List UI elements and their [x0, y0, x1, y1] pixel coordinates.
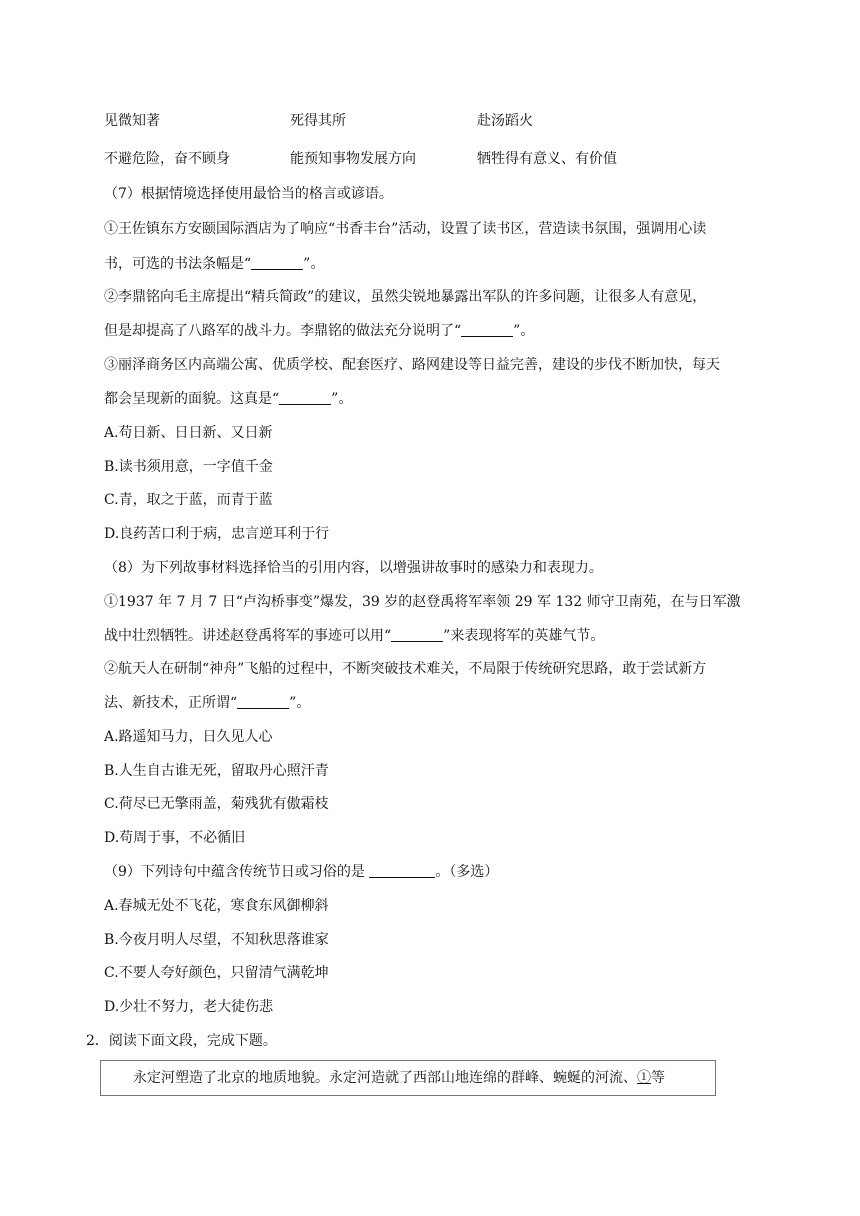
q9-prompt-text: （9）下列诗句中蕴含传统节日或习俗的是	[104, 864, 370, 880]
meaning-2: 能预知事物发展方向	[290, 151, 416, 167]
passage-text-start: 永定河塑造了北京的地质地貌。永定河造就了西部山地连绵的群峰、蜿蜒的河流、	[133, 1070, 637, 1086]
q8-item1-blank[interactable]	[391, 627, 443, 642]
q9-prompt	[104, 862, 498, 882]
q7-item3-blank[interactable]	[279, 390, 331, 405]
passage-box	[100, 1060, 716, 1096]
q7-item2-text: 但是却提高了八路军的战斗力。李鼎铭的做法充分说明了“	[104, 323, 462, 339]
q9-option-d: D.少壮不努力，老大徒伤悲	[104, 999, 274, 1015]
q7-item2-end: ”。	[513, 323, 535, 339]
q8-item2-blank[interactable]	[237, 694, 289, 709]
q8-item2-line1: ②航天人在研制“神舟”飞船的过程中，不断突破技术难关，不局限于传统研究思路，敢于尝试新方	[104, 661, 707, 677]
q9-option-b: B.今夜月明人尽望，不知秋思落谁家	[104, 932, 329, 948]
q8-option-b: B.人生自古谁无死，留取丹心照汗青	[104, 763, 329, 779]
q8-item2-text: 法、新技术，正所谓“	[104, 695, 238, 711]
passage-text-end: 等	[651, 1070, 665, 1086]
q7-option-d: D.良药苦口利于病，忠言逆耳利于行	[104, 526, 330, 542]
q2-heading: 2．阅读下面文段，完成下题。	[86, 1033, 277, 1049]
meaning-3: 牺牲得有意义、有价值	[477, 151, 617, 167]
q7-item1-text: 书，可选的书法条幅是“	[104, 256, 252, 272]
q8-item1-end: ”来表现将军的英雄气节。	[443, 628, 605, 644]
q7-item1-end: ”。	[303, 256, 325, 272]
q7-item1-line1: ①王佐镇东方安颐国际酒店为了响应“书香丰台”活动，设置了读书区，营造读书氛围，强调用心读	[104, 221, 707, 237]
term-3: 赴汤蹈火	[477, 113, 533, 129]
q8-option-d: D.苟周于事，不必循旧	[104, 830, 246, 846]
q7-item1-line2	[104, 254, 324, 274]
q7-option-a: A.苟日新、日日新、又日新	[104, 425, 273, 441]
q7-item3-text: 都会呈现新的面貌。这真是“	[104, 391, 280, 407]
q7-option-b: B.读书须用意，一字值千金	[104, 459, 273, 475]
q9-option-a: A.春城无处不飞花，寒食东风御柳斜	[104, 898, 329, 914]
q7-prompt: （7）根据情境选择使用最恰当的格言或谚语。	[104, 186, 393, 202]
q9-option-c: C.不要人夸好颜色，只留清气满乾坤	[104, 965, 329, 981]
q7-item2-line1: ②李鼎铭向毛主席提出“精兵简政”的建议，虽然尖锐地暴露出军队的许多问题，让很多人有意见，	[104, 289, 707, 305]
q8-item1-line1: ①1937 年 7 月 7 日“卢沟桥事变”爆发，39 岁的赵登禹将军率领 29 军 132 师守卫南苑，在与日军激	[104, 594, 741, 610]
passage-blank-marker: ①	[637, 1070, 651, 1086]
q7-item3-line2	[104, 389, 352, 409]
q8-item1-line2	[104, 626, 604, 646]
q8-option-c: C.荷尽已无擎雨盖，菊残犹有傲霜枝	[104, 796, 329, 812]
q9-answer-blank[interactable]	[369, 863, 435, 878]
q8-item2-line2	[104, 693, 310, 713]
q8-item2-end: ”。	[289, 695, 311, 711]
term-2: 死得其所	[290, 113, 346, 129]
q7-item3-line1: ③丽泽商务区内高端公寓、优质学校、配套医疗、路网建设等日益完善，建设的步伐不断加快，每天	[104, 357, 720, 373]
q7-option-c: C.青，取之于蓝，而青于蓝	[104, 492, 273, 508]
passage-text	[133, 1068, 665, 1088]
q9-prompt-end: 。（多选）	[435, 864, 499, 880]
meaning-1: 不避危险，奋不顾身	[104, 151, 230, 167]
q7-item2-blank[interactable]	[461, 322, 513, 337]
q7-item1-blank[interactable]	[251, 255, 303, 270]
q7-item3-end: ”。	[331, 391, 353, 407]
q7-item2-line2	[104, 321, 534, 341]
q8-item1-text: 战中壮烈牺牲。讲述赵登禹将军的事迹可以用“	[104, 628, 392, 644]
q8-option-a: A.路遥知马力，日久见人心	[104, 729, 273, 745]
term-1: 见微知著	[104, 113, 160, 129]
q8-prompt: （8）为下列故事材料选择恰当的引用内容，以增强讲故事时的感染力和表现力。	[104, 560, 603, 576]
